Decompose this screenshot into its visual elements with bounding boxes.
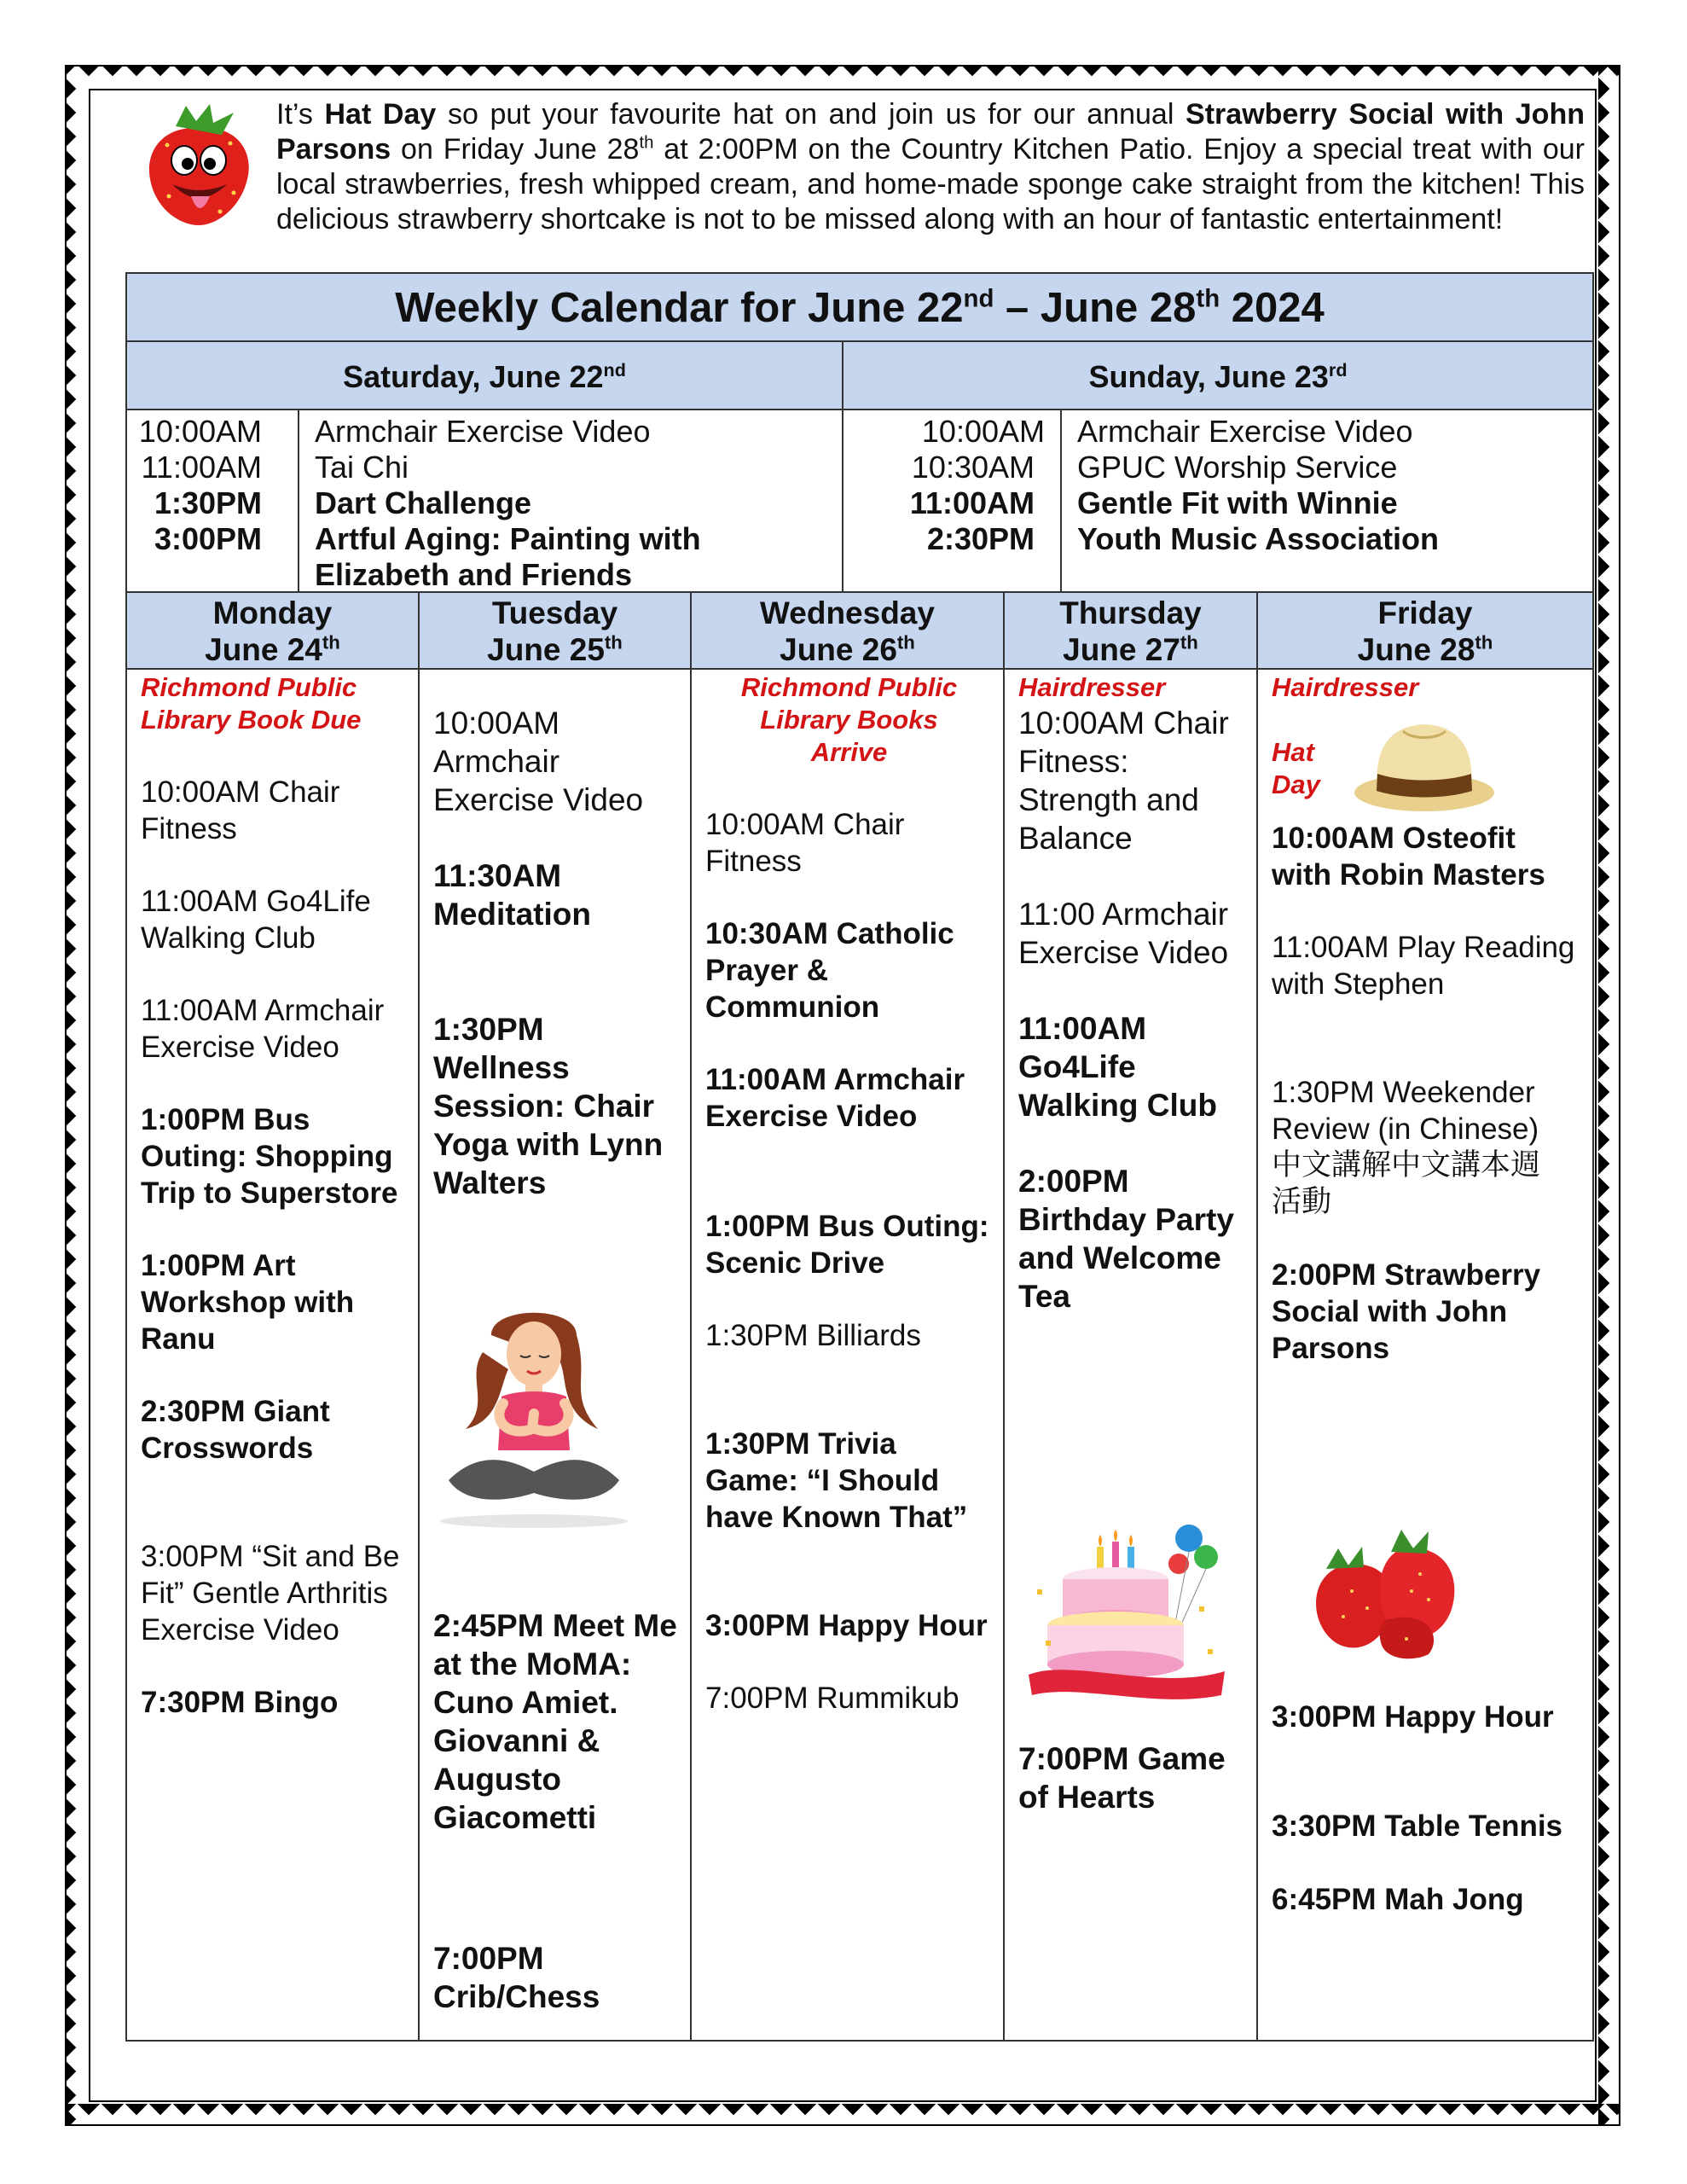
intro-text-4: at 2:00PM on the Country Kitchen Patio. Enjoy a special treat with our local strawberries, fresh whipped cream, and home-made sponge cake straight from the kitchen! This delicious strawberry shortcake is not to be missed along with an hour of fantastic entertainment!	[276, 133, 1585, 235]
friday-heading	[1258, 593, 1592, 668]
day-date: June 26	[780, 632, 897, 667]
event-item: 1:00PM Art Workshop with Ranu	[141, 1249, 355, 1356]
event-item: 3:00PM Happy Hour	[705, 1609, 988, 1642]
sunday-heading-text: Sunday, June 23	[1088, 359, 1329, 394]
day-name: Tuesday	[491, 595, 618, 630]
saturday-activities	[299, 410, 758, 591]
event-item: 2:00PM Birthday Party and Welcome Tea	[1018, 1164, 1234, 1314]
title-part-3: 2024	[1220, 285, 1325, 331]
event-item: 2:00PM Strawberry Social with John Parsons	[1272, 1258, 1541, 1365]
event-item: 6:45PM Mah Jong	[1272, 1883, 1524, 1916]
saturday-heading	[127, 342, 844, 409]
day-date: June 28	[1357, 632, 1475, 667]
yoga-woman-icon	[432, 1301, 636, 1531]
intro-text-3: on Friday June 28	[391, 133, 640, 166]
event-item: 1:30PM Billiards	[705, 1319, 921, 1352]
event-time: 10:00AM	[921, 414, 1045, 449]
saturday-events	[127, 410, 844, 591]
title-part-1: Weekly Calendar for June 22	[395, 285, 964, 331]
event-name: Dart Challenge	[315, 485, 532, 520]
hat-icon	[1352, 714, 1497, 816]
day-name: Friday	[1377, 595, 1473, 630]
day-date-sup: th	[322, 631, 340, 653]
monday-column	[127, 670, 420, 2040]
event-item: 11:00AM Armchair Exercise Video	[141, 994, 385, 1064]
event-item: 11:30AM Meditation	[433, 858, 591, 932]
weekend-body	[127, 410, 1592, 593]
weekday-body	[127, 670, 1592, 2040]
event-item: 1:30PM Trivia Game: “I Should have Known That”	[705, 1427, 968, 1534]
sunday-activities	[1062, 410, 1439, 591]
tuesday-column	[420, 670, 692, 2040]
saturday-heading-text: Saturday, June 22	[343, 359, 604, 394]
event-name: Gentle Fit with Winnie	[1077, 485, 1398, 520]
intro-sup: th	[639, 133, 654, 153]
intro-announcement	[135, 97, 1585, 237]
event-item: 10:00AM Armchair Exercise Video	[433, 706, 644, 817]
event-item: 1:30PM Weekender Review (in Chinese)	[1272, 1076, 1539, 1146]
thursday-column	[1005, 670, 1258, 2040]
day-date: June 27	[1063, 632, 1180, 667]
day-date-sup: th	[1475, 631, 1493, 653]
event-time: 11:00AM	[141, 450, 262, 485]
event-item-chinese: 中文講解中文講本週活動	[1272, 1148, 1541, 1219]
event-item: 11:00 Armchair Exercise Video	[1018, 897, 1229, 970]
event-item: 1:30PM Wellness Session: Chair Yoga with Lynn Walters	[433, 1012, 664, 1200]
intro-event-name: Strawberry Social with John Parsons	[276, 98, 1585, 166]
event-time: 2:30PM	[926, 521, 1035, 556]
event-name: Armchair Exercise Video	[1077, 414, 1413, 449]
event-item: 3:00PM Happy Hour	[1272, 1700, 1554, 1734]
day-name: Wednesday	[760, 595, 935, 630]
event-name: Youth Music Association	[1077, 521, 1440, 556]
sunday-events	[844, 410, 1592, 591]
event-time: 10:30AM	[911, 450, 1035, 485]
event-item: 11:00AM Play Reading with Stephen	[1272, 931, 1575, 1001]
wednesday-heading	[692, 593, 1005, 668]
event-name: Armchair Exercise Video	[315, 414, 651, 449]
event-item: 10:00AM Chair Fitness: Strength and Balance	[1018, 706, 1229, 856]
hairdresser-note: Hairdresser	[1018, 672, 1166, 702]
hat-day-note: Hat Day	[1272, 737, 1320, 799]
event-time: 10:00AM	[138, 414, 262, 449]
day-name: Thursday	[1059, 595, 1202, 630]
title-sup-2: th	[1196, 284, 1220, 313]
saturday-heading-sup: nd	[603, 359, 626, 380]
event-item: 2:45PM Meet Me at the MoMA: Cuno Amiet. Giovanni & Augusto Giacometti	[433, 1608, 677, 1835]
sunday-heading	[844, 342, 1592, 409]
event-item: 1:00PM Bus Outing: Scenic Drive	[705, 1210, 989, 1280]
event-time: 1:30PM	[154, 485, 262, 520]
thursday-heading	[1005, 593, 1258, 668]
event-item: 10:30AM Catholic Prayer & Communion	[705, 917, 954, 1024]
monday-heading	[127, 593, 420, 668]
sunday-heading-sup: rd	[1328, 359, 1348, 380]
event-item: 10:00AM Chair Fitness	[141, 775, 340, 845]
weekend-header	[127, 342, 1592, 410]
day-date-sup: th	[604, 631, 623, 653]
event-item: 11:00AM Go4Life Walking Club	[1018, 1011, 1217, 1123]
intro-text-2: so put your favourite hat on and join us for our annual	[436, 98, 1186, 131]
strawberries-icon	[1292, 1523, 1480, 1659]
weekday-header	[127, 593, 1592, 670]
day-date-sup: th	[1180, 631, 1198, 653]
title-sup-1: nd	[963, 284, 994, 313]
tuesday-heading	[420, 593, 692, 668]
event-item: 3:00PM “Sit and Be Fit” Gentle Arthritis Exercise Video	[141, 1540, 400, 1647]
event-item: 2:30PM Giant Crosswords	[141, 1395, 330, 1465]
event-item: 7:00PM Crib/Chess	[433, 1941, 600, 2014]
birthday-cake-icon	[1020, 1513, 1233, 1709]
library-note: Richmond Public Library Book Due	[141, 672, 362, 735]
sunday-times	[844, 410, 1062, 591]
day-date: June 25	[487, 632, 605, 667]
hairdresser-note: Hairdresser	[1272, 672, 1419, 702]
strawberry-mascot-icon	[135, 101, 263, 229]
intro-hat-day: Hat Day	[324, 98, 437, 131]
library-note: Richmond Public Library Books Arrive	[740, 672, 958, 767]
friday-column	[1258, 670, 1592, 2040]
event-name: GPUC Worship Service	[1077, 450, 1398, 485]
event-item: 7:00PM Rummikub	[705, 1682, 959, 1715]
day-date: June 24	[205, 632, 322, 667]
event-time: 11:00AM	[909, 485, 1035, 520]
event-name: Artful Aging: Painting with Elizabeth and Friends	[315, 521, 701, 592]
event-item: 10:00AM Osteofit with Robin Masters	[1272, 822, 1545, 892]
saturday-times	[127, 410, 299, 591]
day-name: Monday	[212, 595, 333, 630]
calendar-title	[127, 274, 1592, 342]
event-item: 11:00AM Go4Life Walking Club	[141, 885, 371, 955]
event-item: 11:00AM Armchair Exercise Video	[705, 1063, 965, 1133]
event-item: 1:00PM Bus Outing: Shopping Trip to Superstore	[141, 1103, 398, 1210]
event-item: 3:30PM Table Tennis	[1272, 1809, 1563, 1843]
wednesday-column	[692, 670, 1005, 2040]
weekly-calendar	[125, 272, 1594, 2042]
title-part-2: – June 28	[994, 285, 1197, 331]
event-time: 3:00PM	[154, 521, 262, 556]
intro-text-1: It’s	[276, 98, 325, 131]
day-date-sup: th	[896, 631, 915, 653]
event-name: Tai Chi	[315, 450, 409, 485]
event-item: 7:00PM Game of Hearts	[1018, 1741, 1226, 1815]
event-item: 7:30PM Bingo	[141, 1686, 339, 1719]
event-item: 10:00AM Chair Fitness	[705, 808, 905, 878]
